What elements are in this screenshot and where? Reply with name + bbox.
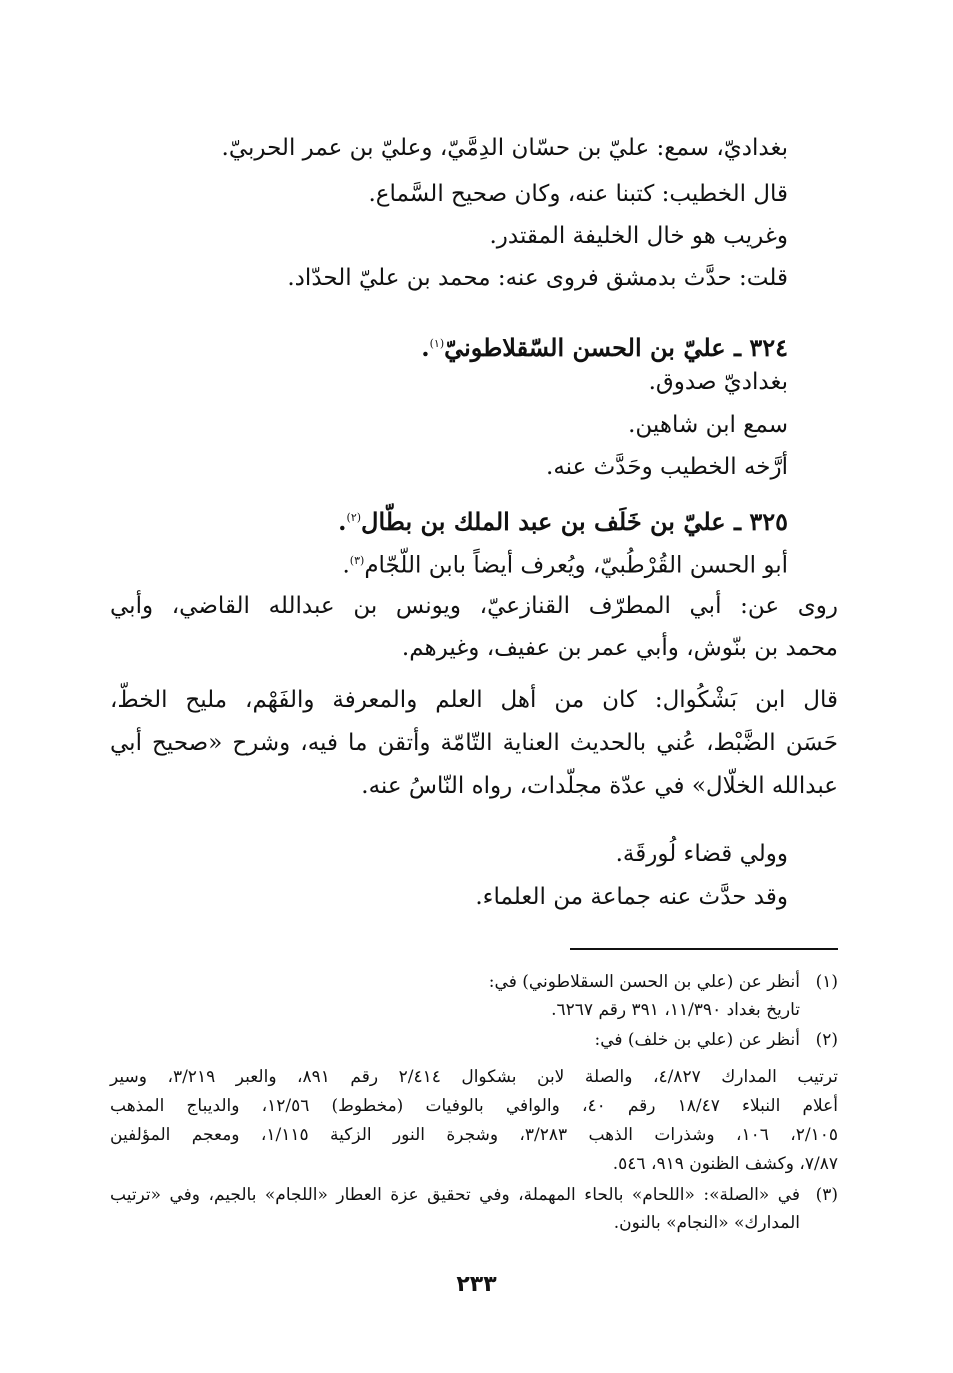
footnote-number: (١) (815, 972, 838, 992)
text-line: قال الخطيب: كتبنا عنه، وكان صحيح السَّماع. (368, 181, 788, 207)
entry-end: . (421, 333, 430, 362)
text-line: قلت: حدَّث بدمشق فروى عنه: محمد بن عليّ الحدّاد. (287, 265, 788, 291)
entry-end: . (338, 507, 347, 536)
footnote-line: ٧/٨٧، وكشف الظنون ٩١٩، ٥٤٦. (612, 1154, 838, 1174)
text-line: روى عن: أبي المطرّف القنازعيّ، ويونس بن عبدالله القاضي، وأبي (110, 593, 838, 619)
text-line: وولي قضاء لُورقَة. (615, 841, 788, 867)
book-page (110, 0, 838, 1373)
page-number: ٢٣٣ (456, 1272, 497, 1297)
text-line: سمع ابن شاهين. (628, 412, 788, 438)
footnote-separator (570, 948, 838, 950)
text-line: حَسَن الضَّبْط، عُني بالحديث العناية التّامّة وأتقن ما فيه، وشرح «صحيح أبي (110, 730, 838, 756)
text-line: أرَّخه الخطيب وحَدَّث عنه. (546, 454, 788, 480)
text-line (120, 545, 788, 582)
footnote-line: ترتيب المدارك ٤/٨٢٧، والصلة لابن بشكوال ٢/٤١٤ رقم ٨٩١، والعبر ٣/٢١٩، وسير (110, 1067, 838, 1087)
footnote-line: في «الصلة»: «اللحام» بالحاء المهملة، وفي تحقيق عزة العطار «اللجام» بالجيم، وفي «ترتيب (110, 1185, 800, 1205)
footnote-ref: (٣) (349, 554, 365, 567)
footnote-line: ٢/١٠٥، ١٠٦، وشذرات الذهب ٣/٢٨٣، وشجرة النور الزكية ١/١١٥، ومعجم المؤلفين (110, 1125, 838, 1145)
entry-title: ٣٢٤ ـ عليّ بن الحسن السّقلاطونيّ (444, 333, 788, 362)
footnote-ref: (١) (429, 337, 445, 350)
kunya-text: أبو الحسن القُرْطُبيّ، ويُعرف أيضاً بابن اللّجّام (364, 552, 788, 579)
footnote-line: المدارك» «النجام» بالنون. (613, 1213, 800, 1233)
text-line: بغداديّ صدوق. (648, 369, 788, 395)
footnote-line: تاريخ بغداد ١١/٣٩٠، ٣٩١ رقم ٦٢٦٧. (551, 1000, 800, 1020)
footnote-line: أعلام النبلاء ١٨/٤٧ رقم ٤٠، والوافي بالوفيات (مخطوط) ١٢/٥٦، والديباج المذهب (110, 1096, 838, 1116)
footnote-number: (٢) (815, 1030, 838, 1050)
kunya-end: . (342, 552, 350, 579)
footnote-line: أنظر عن (علي بن خلف) في: (594, 1030, 800, 1050)
text-line: قال ابن بَشْكُوال: كان من أهل العلم والمعرفة والفَهْم، مليح الخطّ، (110, 687, 838, 713)
entry-title: ٣٢٥ ـ عليّ بن خَلَف بن عبد الملك بن بطّال (361, 507, 788, 536)
footnote-line: أنظر عن (علي بن الحسن السقلاطوني) في: (488, 972, 800, 992)
entry-324-heading (120, 328, 788, 364)
text-line: وغريب هو خال الخليفة المقتدر. (489, 223, 788, 249)
text-line: بغداديّ، سمع: عليّ بن حسّان الدِمَّيّ، وعليّ بن عمر الحربيّ. (221, 135, 788, 161)
entry-325-heading (120, 502, 788, 538)
footnote-number: (٣) (815, 1185, 838, 1205)
text-line: عبدالله الخلّال» في عدّة مجلّدات، رواه النّاسُ عنه. (361, 773, 838, 799)
text-line: محمد بن بنّوش، وأبي عمر بن عفيف، وغيرهم. (401, 635, 838, 661)
text-line: وقد حدَّث عنه جماعة من العلماء. (475, 884, 788, 910)
footnote-ref: (٢) (346, 511, 362, 524)
